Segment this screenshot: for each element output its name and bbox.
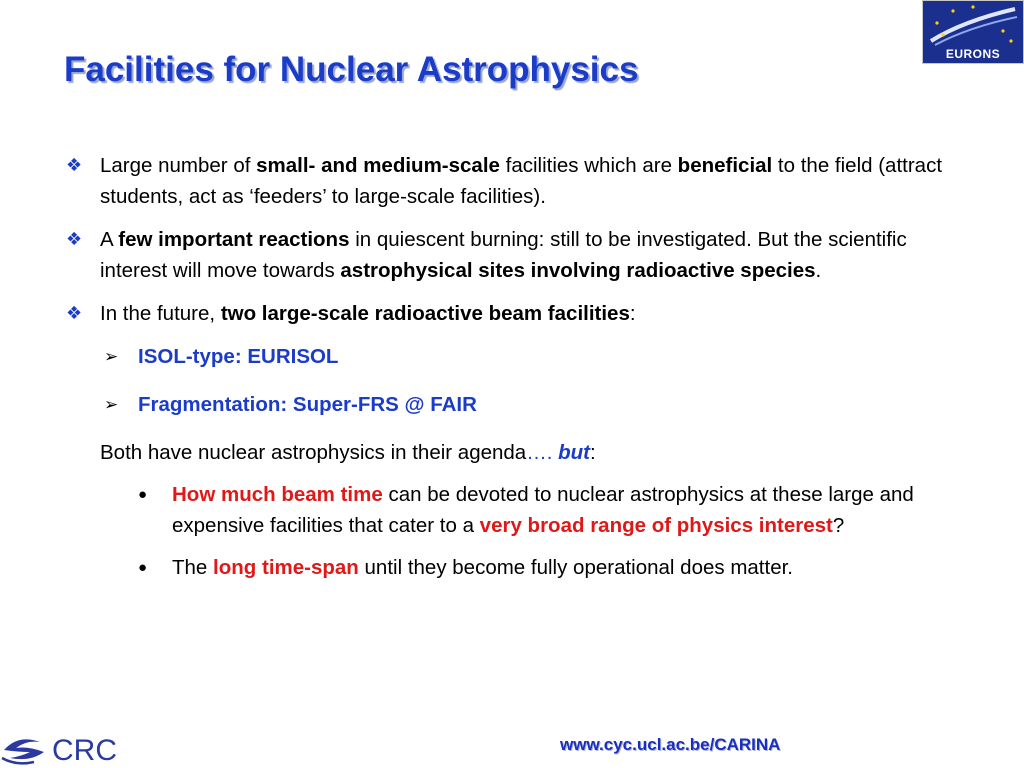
- bullet2-text-3: .: [815, 259, 822, 282]
- arrow-bullet-icon: ➢: [104, 395, 119, 414]
- arrow-bullet-icon: ➢: [104, 347, 119, 366]
- agenda-dots: ….: [526, 441, 559, 464]
- bullet1-text-1: Large number of: [100, 154, 257, 177]
- dot2-red-1: long time-span: [213, 556, 359, 579]
- dot-bullet-icon: ●: [138, 559, 148, 576]
- crc-logo-text: CRC: [52, 734, 117, 767]
- slide-content: [66, 150, 966, 594]
- bullet2-text-1: A: [100, 228, 119, 251]
- agenda-but: but: [558, 441, 590, 464]
- bullet1-text-3: to the field (attract students, act as ‘feeders’ to large-scale facilities).: [100, 154, 943, 208]
- bullet3-text-1: In the future,: [100, 302, 221, 325]
- sub2-text: Fragmentation: Super-FRS @ FAIR: [138, 393, 477, 416]
- dot1-text-1: can be devoted to nuclear astrophysics at these large and expensive facilities that cater to a: [172, 483, 914, 537]
- bullet2-bold-1: few important reactions: [118, 228, 350, 251]
- diamond-bullet-icon: ❖: [66, 155, 83, 175]
- dot-item-beam-time: [66, 479, 966, 541]
- sub-item-super-frs: [66, 389, 966, 420]
- agenda-colon: :: [590, 441, 596, 464]
- diamond-bullet-icon: ❖: [66, 303, 83, 323]
- bullet1-bold-1: small- and medium-scale: [256, 154, 500, 177]
- bullet2-text-2: in quiescent burning: still to be investigated. But the scientific interest will move towards: [100, 228, 907, 282]
- dot1-red-2: very broad range of physics interest: [479, 514, 833, 537]
- bullet1-bold-2: beneficial: [677, 154, 773, 177]
- crc-logo: [0, 728, 132, 768]
- bullet-future-facilities: [66, 298, 966, 329]
- dot-bullet-icon: ●: [138, 486, 148, 503]
- sub1-text: ISOL-type: EURISOL: [138, 345, 339, 368]
- bullet3-text-2: :: [629, 302, 636, 325]
- crc-swirl-icon: [0, 728, 52, 768]
- dot2-text-2: until they become fully operational does matter.: [358, 556, 793, 579]
- bullet2-bold-2: astrophysical sites involving radioactive species: [340, 259, 816, 282]
- dot2-text-1: The: [172, 556, 214, 579]
- bullet-small-facilities: [66, 150, 966, 212]
- dot-item-time-span: [66, 552, 966, 583]
- eurons-logo: [922, 0, 1024, 64]
- bullet1-text-2: facilities which are: [499, 154, 678, 177]
- sub-item-eurisol: [66, 341, 966, 372]
- footer-url-link[interactable]: www.cyc.ucl.ac.be/CARINA: [560, 735, 781, 754]
- bullet-important-reactions: [66, 224, 966, 286]
- agenda-line: [66, 437, 966, 468]
- slide-title: Facilities for Nuclear Astrophysics: [64, 50, 639, 89]
- diamond-bullet-icon: ❖: [66, 229, 83, 249]
- agenda-text: Both have nuclear astrophysics in their agenda: [100, 441, 527, 464]
- bullet3-bold-1: two large-scale radioactive beam facilities: [220, 302, 630, 325]
- dot1-text-2: ?: [832, 514, 845, 537]
- dot1-red-1: How much beam time: [172, 483, 383, 506]
- eurons-logo-label: EURONS: [945, 47, 1001, 61]
